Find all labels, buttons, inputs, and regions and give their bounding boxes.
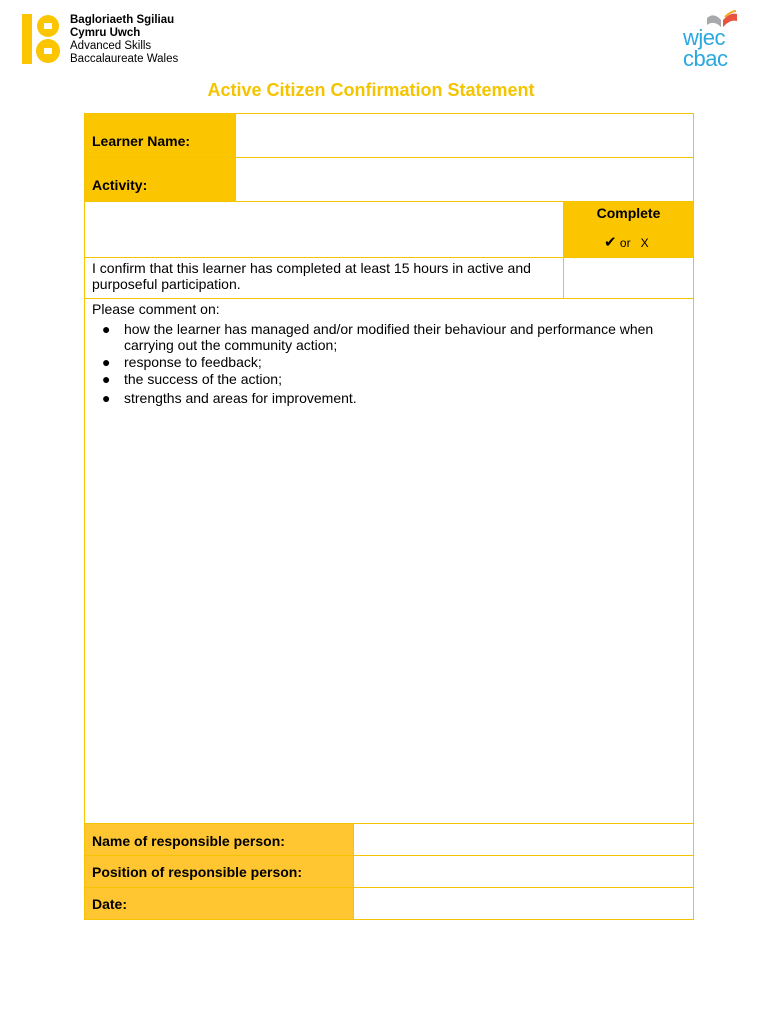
responsible-position-field[interactable] — [353, 855, 694, 888]
confirm-text: I confirm that this learner has completed at least 15 hours in active and purposeful participation. — [92, 260, 531, 292]
logo-line-4: Baccalaureate Wales — [70, 53, 179, 65]
bullet-icon: ● — [102, 371, 111, 387]
activity-field[interactable] — [235, 157, 694, 202]
check-mark-icon: ✔ — [604, 234, 617, 251]
bullet-text: the success of the action; — [124, 371, 282, 387]
logo-line-3: Advanced Skills — [70, 40, 152, 52]
bac-logo-text — [70, 14, 178, 66]
learner-name-label: Learner Name: — [92, 133, 191, 149]
comment-bullets — [92, 321, 682, 406]
activity-label-cell — [84, 157, 236, 202]
comment-intro: Please comment on: — [92, 301, 220, 317]
wjec-logo — [683, 10, 743, 72]
complete-legend — [604, 235, 649, 251]
list-item — [92, 321, 682, 353]
confirm-cell — [84, 257, 564, 299]
date-label-cell — [84, 887, 354, 920]
bullet-icon: ● — [102, 321, 111, 337]
bullet-icon: ● — [102, 354, 111, 370]
responsible-position-label: Position of responsible person: — [92, 864, 303, 880]
bullet-icon: ● — [102, 390, 111, 406]
learner-name-field[interactable] — [235, 113, 694, 158]
list-item — [92, 390, 682, 406]
comment-content — [92, 301, 682, 406]
complete-label: Complete — [596, 205, 661, 221]
confirm-complete-field[interactable] — [563, 257, 694, 299]
responsible-name-label-cell — [84, 823, 354, 856]
date-field[interactable] — [353, 887, 694, 920]
logo-line-1: Bagloriaeth Sgiliau — [70, 14, 175, 26]
x-mark-icon: X — [640, 236, 649, 250]
bac-logo-mark-icon — [22, 14, 62, 64]
list-item — [92, 371, 682, 387]
comment-area[interactable] — [84, 298, 694, 824]
or-text: or — [619, 236, 631, 250]
responsible-position-label-cell — [84, 855, 354, 888]
bac-logo — [22, 14, 192, 66]
activity-label: Activity: — [92, 177, 148, 193]
logo-line-2: Cymru Uwch — [70, 27, 141, 39]
bullet-text: response to feedback; — [124, 354, 262, 370]
wjec-logo-line-1: wjec — [683, 25, 726, 50]
page-title: Active Citizen Confirmation Statement — [207, 80, 535, 100]
bullet-text: how the learner has managed and/or modified their behaviour and performance when carrying out the community action; — [124, 321, 654, 353]
learner-name-label-cell — [84, 113, 236, 158]
bullet-text: strengths and areas for improvement. — [124, 390, 357, 406]
wjec-logo-text — [683, 25, 728, 71]
responsible-name-label: Name of responsible person: — [92, 833, 285, 849]
list-item — [92, 354, 682, 370]
complete-header-cell — [563, 201, 694, 258]
responsible-name-field[interactable] — [353, 823, 694, 856]
wjec-logo-line-2: cbac — [683, 46, 728, 71]
date-label: Date: — [92, 896, 128, 912]
blank-header-cell — [84, 201, 564, 258]
